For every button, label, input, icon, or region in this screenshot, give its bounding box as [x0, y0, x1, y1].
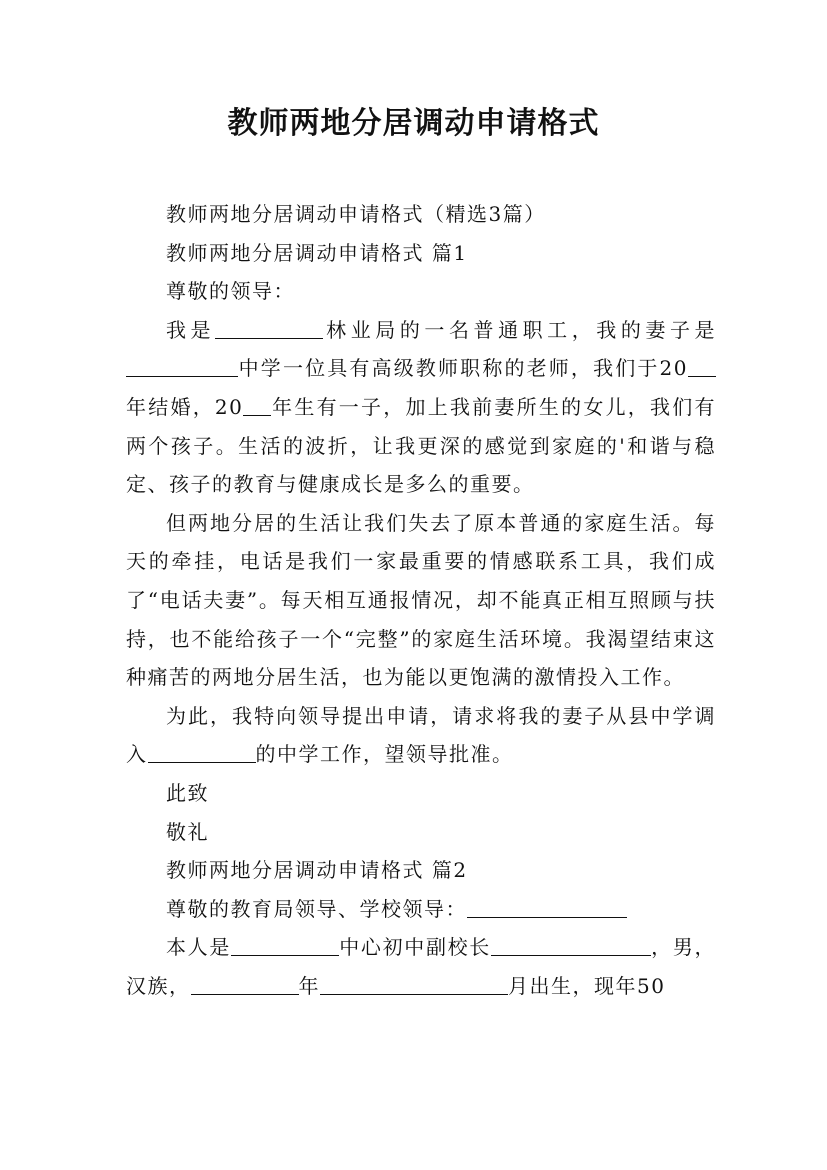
document-title: 教师两地分居调动申请格式: [227, 106, 600, 141]
fill-blank: [467, 897, 627, 918]
salutation-2-text: 尊敬的教育局领导、学校领导：: [166, 896, 467, 921]
document-body: [126, 195, 716, 1005]
p1-text-e: 年生有一子，加上我前妻所生的女儿，我们有两个孩子。生活的波折，让我更深的感觉到家庭的'和谐与稳定、孩子的教育与健康成长是多么的重要。: [126, 394, 716, 497]
p4-text-b: 中心初中副校长: [339, 935, 491, 960]
salutation-1: 尊敬的领导：: [166, 279, 295, 304]
p4-text-d: 年: [298, 973, 320, 998]
p4-text-c: ，男，汉族，: [126, 935, 717, 998]
section-heading-1: 教师两地分居调动申请格式 篇1: [166, 240, 468, 265]
fill-blank: [126, 356, 238, 377]
fill-blank: [191, 974, 299, 995]
closing-1: 此致: [166, 780, 209, 805]
fill-blank: [148, 742, 256, 763]
paragraph-4: [126, 928, 716, 1005]
paragraph-1: [126, 311, 716, 504]
p1-text-c: 中学一位具有高级教师职称的老师，我们于20: [238, 356, 688, 381]
p1-text-a: 我是: [166, 317, 216, 342]
closing-2: 敬礼: [166, 819, 209, 844]
section-heading-2: 教师两地分居调动申请格式 篇2: [166, 858, 468, 883]
p4-text-a: 本人是: [166, 935, 232, 960]
fill-blank: [688, 356, 716, 377]
fill-blank: [491, 935, 651, 956]
p1-text-b: 林业局的一名普通职工，我的妻子是: [323, 317, 717, 342]
paragraph-3: [126, 697, 716, 774]
paragraph-2: 但两地分居的生活让我们失去了原本普通的家庭生活。每天的牵挂，电话是我们一家最重要的情感联系工具，我们成了“电话夫妻”。每天相互通报情况，却不能真正相互照顾与扶持，也不能给孩子一个“完整”的家庭生活环境。我渴望结束这种痛苦的两地分居生活，也为能以更饱满的激情投入工作。: [126, 510, 716, 690]
fill-blank: [215, 318, 323, 339]
p4-text-e: 月出生，现年50: [508, 973, 666, 998]
fill-blank: [243, 395, 271, 416]
fill-blank: [320, 974, 508, 995]
salutation-2: [126, 890, 716, 929]
subtitle: 教师两地分居调动申请格式（精选3篇）: [166, 202, 546, 226]
p3-text-a: 为此，我特向领导提出申请，请求将我的妻子从县中学调入: [126, 703, 716, 767]
fill-blank: [231, 935, 339, 956]
p1-text-d: 年结婚，20: [126, 394, 244, 419]
p3-text-b: 的中学工作，望领导批准。: [255, 742, 514, 767]
